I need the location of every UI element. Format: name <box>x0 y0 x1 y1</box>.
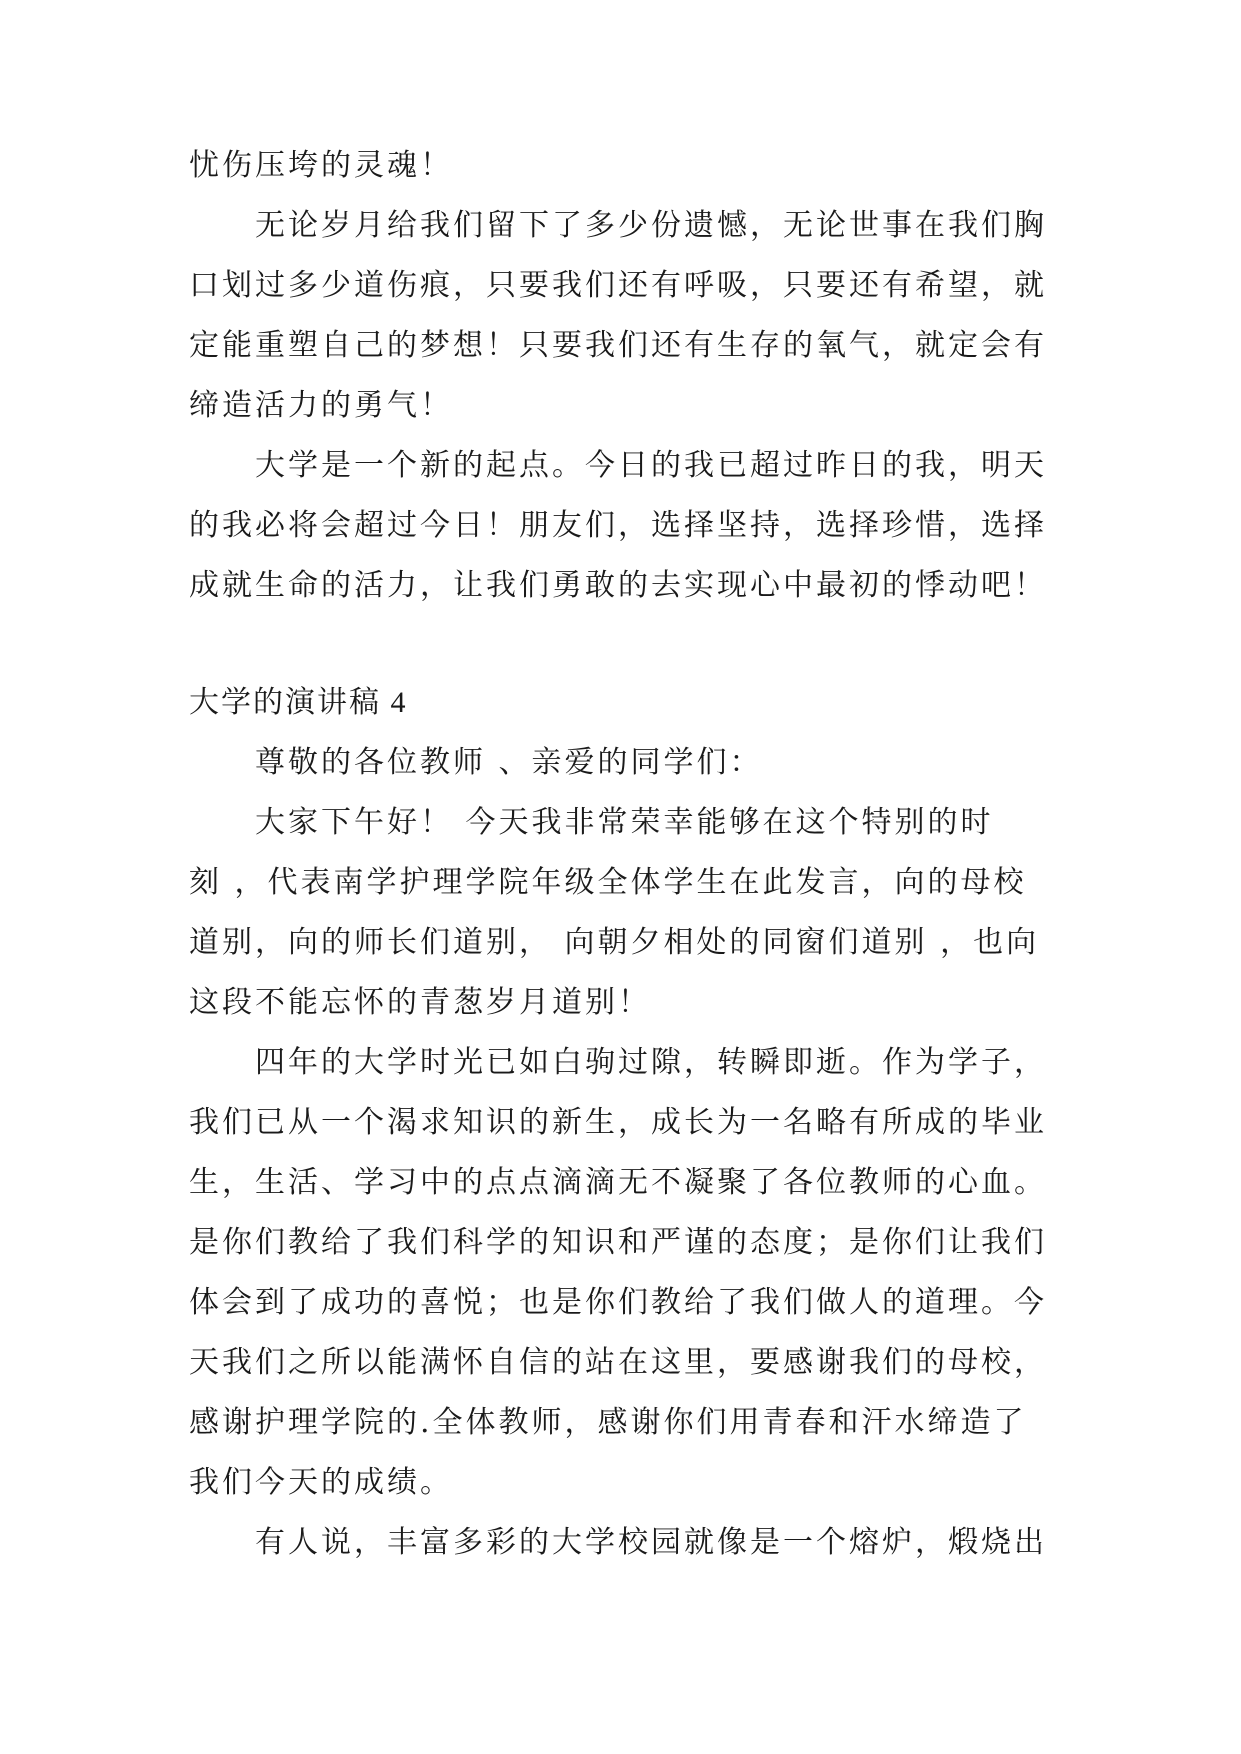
text-line: 无论岁月给我们留下了多少份遗憾，无论世事在我们胸 <box>255 208 1047 243</box>
text-line: 刻 ，代表南学护理学院年级全体学生在此发言，向的母校 <box>189 865 1027 900</box>
text-line: 成就生命的活力，让我们勇敢的去实现心中最初的悸动吧！ <box>189 568 1047 603</box>
text-line: 我们已从一个渴求知识的新生，成长为一名略有所成的毕业 <box>189 1105 1047 1140</box>
text-line: 是你们教给了我们科学的知识和严谨的态度；是你们让我们 <box>189 1225 1047 1260</box>
text-line: 生，生活、学习中的点点滴滴无不凝聚了各位教师的心血。 <box>189 1165 1047 1200</box>
text-line: 忧伤压垮的灵魂！ <box>189 148 453 183</box>
text-line: 这段不能忘怀的青葱岁月道别！ <box>189 985 651 1020</box>
text-line: 四年的大学时光已如白驹过隙，转瞬即逝。作为学子， <box>255 1045 1047 1080</box>
text-line: 口划过多少道伤痕，只要我们还有呼吸，只要还有希望，就 <box>189 268 1047 303</box>
text-line: 我们今天的成绩。 <box>189 1465 453 1500</box>
text-line: 定能重塑自己的梦想！只要我们还有生存的氧气，就定会有 <box>189 328 1047 363</box>
text-line: 道别，向的师长们道别， 向朝夕相处的同窗们道别 ，也向 <box>189 925 1040 960</box>
text-line: 有人说，丰富多彩的大学校园就像是一个熔炉，煅烧出 <box>255 1525 1047 1560</box>
text-line: 体会到了成功的喜悦；也是你们教给了我们做人的道理。今 <box>189 1285 1047 1320</box>
text-line: 大学是一个新的起点。今日的我已超过昨日的我，明天 <box>255 448 1047 483</box>
text-line: 天我们之所以能满怀自信的站在这里，要感谢我们的母校， <box>189 1345 1047 1380</box>
salutation: 尊敬的各位教师 、亲爱的同学们： <box>255 745 763 780</box>
text-line: 大家下午好！ 今天我非常荣幸能够在这个特别的时 <box>255 805 994 840</box>
text-line: 感谢护理学院的.全体教师，感谢你们用青春和汗水缔造了 <box>189 1405 1027 1440</box>
section-heading: 大学的演讲稿 4 <box>189 686 408 719</box>
text-line: 缔造活力的勇气！ <box>189 388 453 423</box>
text-line: 的我必将会超过今日！朋友们，选择坚持，选择珍惜，选择 <box>189 508 1047 543</box>
